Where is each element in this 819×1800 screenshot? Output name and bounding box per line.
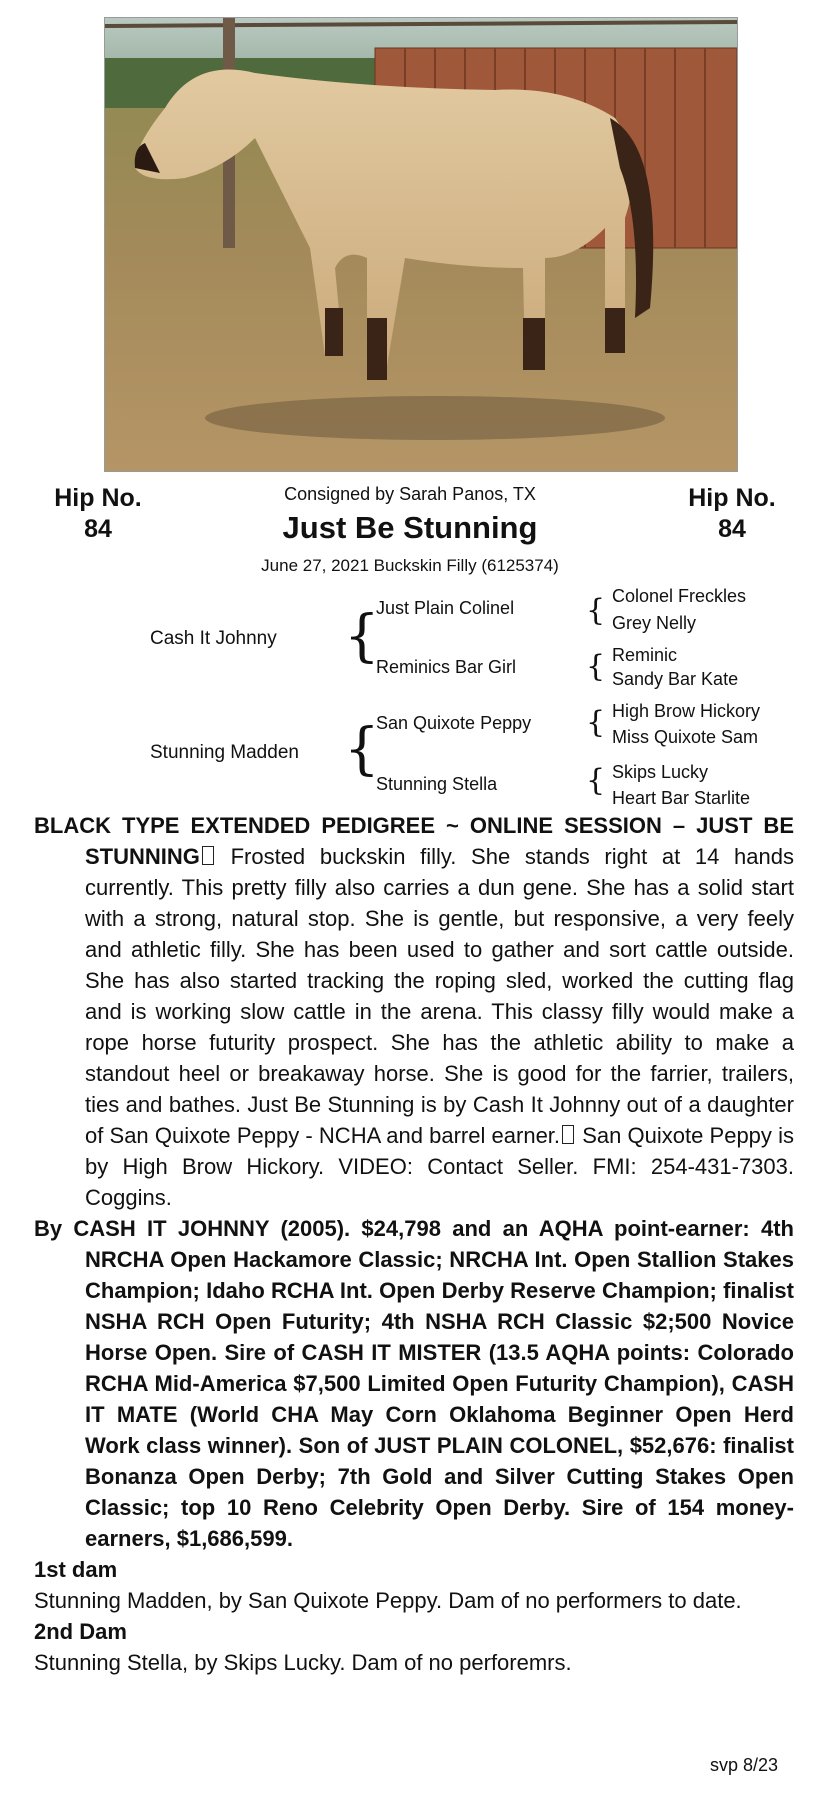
dam-dam-brace: { bbox=[586, 763, 606, 798]
foaling-info: June 27, 2021 Buckskin Filly (6125374) bbox=[261, 556, 559, 575]
horse-photo-icon bbox=[105, 18, 737, 471]
second-dam-text: Stunning Stella, by Skips Lucky. Dam of no perforemrs. bbox=[34, 1650, 572, 1675]
hip-number-right bbox=[667, 483, 797, 545]
sire-dam-brace: { bbox=[586, 649, 606, 684]
description-lead: BLACK TYPE EXTENDED PEDIGREE ~ ONLINE SESSION – JUST BE STUNNING bbox=[34, 813, 794, 869]
hip-value-left: 84 bbox=[84, 515, 112, 543]
description-paragraph bbox=[34, 810, 794, 1213]
square-symbol-icon-2 bbox=[562, 1125, 574, 1144]
pedigree-dam: Stunning Madden bbox=[150, 742, 299, 763]
square-symbol-icon bbox=[202, 846, 214, 865]
pedigree-sdd: Sandy Bar Kate bbox=[612, 669, 739, 689]
pedigree-dss: High Brow Hickory bbox=[612, 701, 761, 721]
dam-sire-brace: { bbox=[586, 705, 606, 740]
pedigree-ssd: Grey Nelly bbox=[612, 613, 697, 633]
pedigree-dsd: Miss Quixote Sam bbox=[612, 727, 759, 747]
hip-value-right: 84 bbox=[718, 515, 746, 543]
description-text: Frosted buckskin filly. She stands right at 14 hands currently. This pretty filly also carries a dun gene. She has a solid start with a strong, natural stop. She is gentle, but responsive, a very feely and athletic filly. She has been used to gather and sort cattle outside. She has also started tracking the roping sled, worked the cutting flag and is working slow cattle in the arena. This classy filly would make a rope horse futurity prospect. She has the athletic ability to make a standout heel or breakaway horse. She is good for the farrier, trailers, ties and bathes. Just Be Stunning is by Cash It Johnny out of a daughter of San Quixote Peppy - NCHA and barrel earner. bbox=[85, 844, 794, 1148]
description-text-2: San Quixote Peppy is by High Brow Hickory. VIDEO: Contact Seller. FMI: 254-431-7303. Coggins. bbox=[85, 1123, 794, 1210]
pedigree-dds: Skips Lucky bbox=[612, 762, 709, 782]
pedigree-dam-sire: San Quixote Peppy bbox=[376, 713, 532, 733]
sire-brace: { bbox=[344, 604, 380, 669]
pedigree-sire: Cash It Johnny bbox=[150, 628, 277, 649]
pedigree-sds: Reminic bbox=[612, 645, 678, 665]
hip-number-left bbox=[33, 483, 163, 545]
catalog-body bbox=[34, 810, 794, 1678]
hip-label-right: Hip No. bbox=[688, 484, 776, 512]
sire-paragraph: By CASH IT JOHNNY (2005). $24,798 and an AQHA point-earner: 4th NRCHA Open Hackamore Classic; NRCHA Int. Open Stallion Stakes Champion; Idaho RCHA Int. Open Derby Reserve Champion; finalist NSHA RCH Open Futurity; 4th NSHA RCH Classic $2;500 Novice Horse Open. Sire of CASH IT MISTER (13.5 AQHA points: Colorado RCHA Mid-America $7,500 Limited Open Futurity Champion), CASH IT MATE (World CHA May Corn Oklahoma Beginner Open Herd Work class winner). Son of JUST PLAIN COLONEL, $52,676: finalist Bonanza Open Derby; 7th Gold and Silver Cutting Stakes Open Classic; top 10 Reno Celebrity Open Derby. Sire of 154 money-earners, $1,686,599. bbox=[34, 1216, 794, 1551]
second-dam-heading: 2nd Dam bbox=[34, 1619, 127, 1644]
first-dam-heading: 1st dam bbox=[34, 1557, 118, 1582]
horse-name: Just Be Stunning bbox=[282, 510, 538, 545]
consignor-line: Consigned by Sarah Panos, TX bbox=[284, 484, 536, 504]
dam-brace: { bbox=[344, 717, 380, 782]
footer-code: svp 8/23 bbox=[710, 1755, 779, 1775]
hip-label-left: Hip No. bbox=[54, 484, 142, 512]
pedigree-sire-dam: Reminics Bar Girl bbox=[376, 657, 517, 677]
pedigree-sss: Colonel Freckles bbox=[612, 586, 747, 606]
sire-sire-brace: { bbox=[586, 593, 606, 628]
pedigree-dam-dam: Stunning Stella bbox=[376, 774, 498, 794]
pedigree-sire-sire: Just Plain Colinel bbox=[376, 598, 515, 618]
horse-photo bbox=[104, 17, 738, 472]
pedigree-ddd: Heart Bar Starlite bbox=[612, 788, 751, 808]
first-dam-text: Stunning Madden, by San Quixote Peppy. Dam of no performers to date. bbox=[34, 1588, 742, 1613]
